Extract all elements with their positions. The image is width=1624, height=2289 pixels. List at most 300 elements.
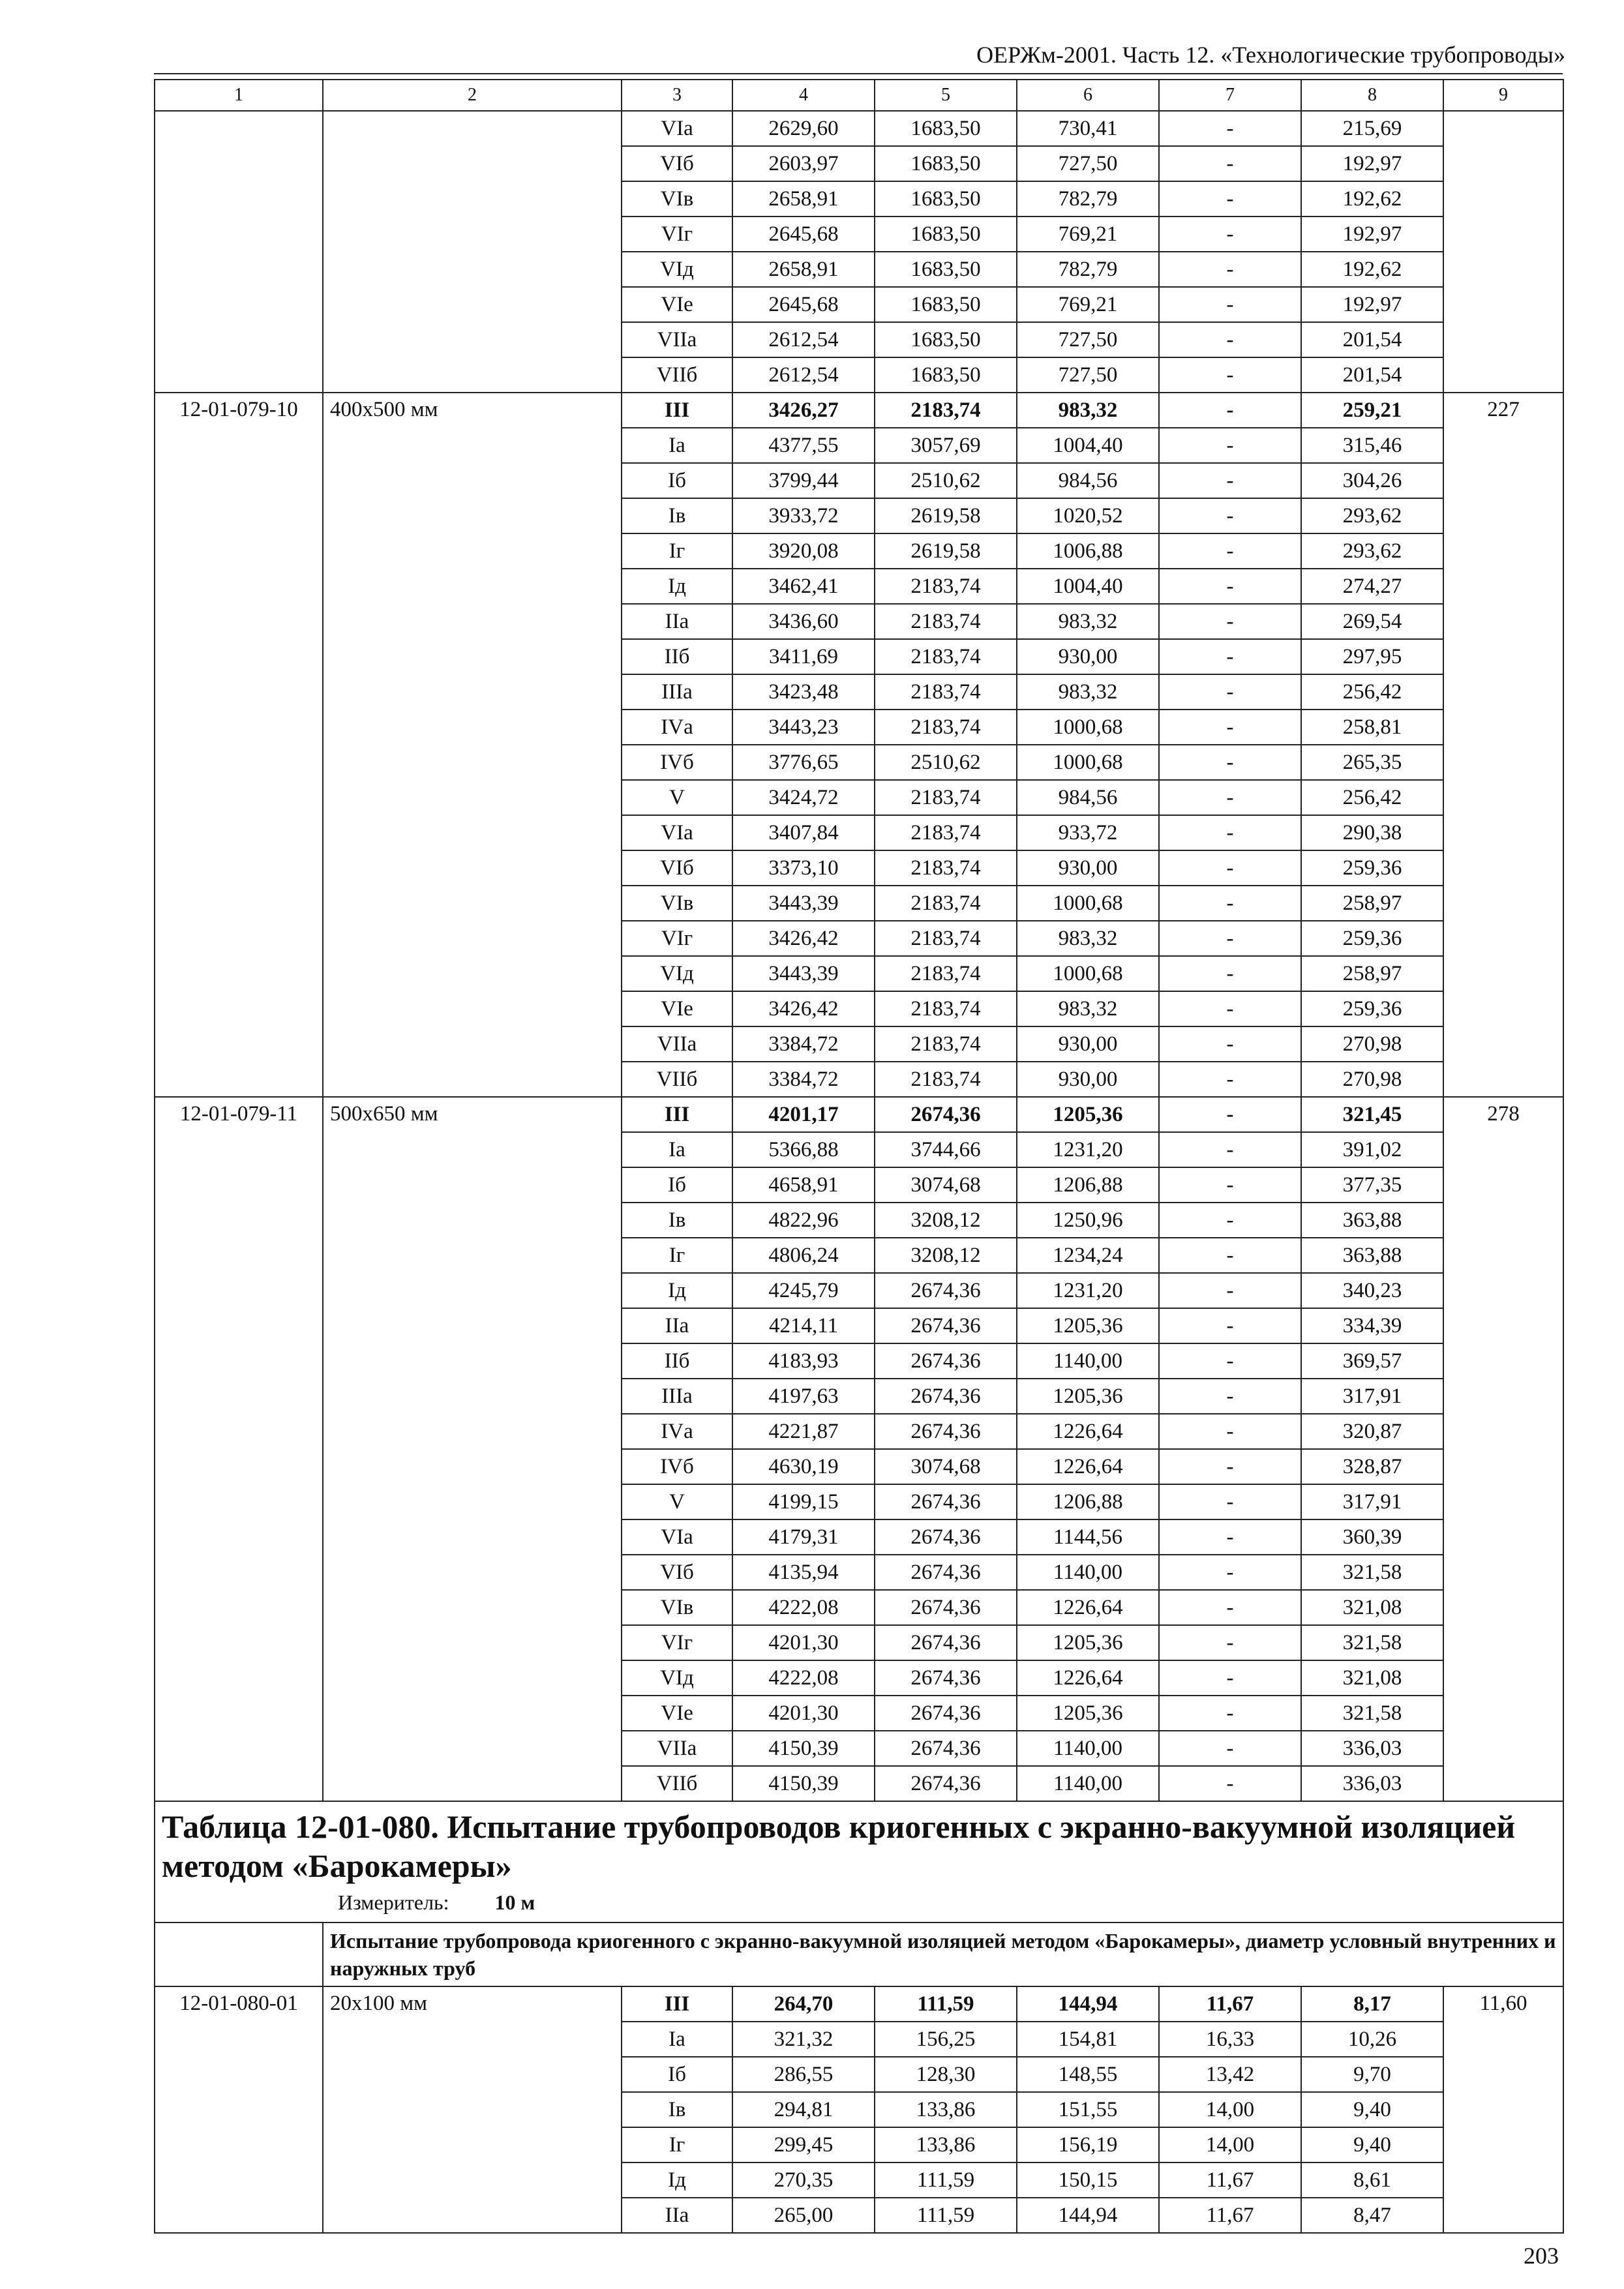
table-cell: 983,32	[1017, 921, 1159, 956]
table-cell: 2629,60	[732, 111, 875, 146]
table-cell: 3443,23	[732, 710, 875, 745]
table-080-title: Таблица 12-01-080. Испытание трубопроводов криогенных с экранно-вакуумной изоляцией методом «Барокамеры»	[162, 1808, 1516, 1884]
table-cell: 2183,74	[875, 1062, 1017, 1097]
table-cell: 1231,20	[1017, 1273, 1159, 1308]
table-cell: -	[1159, 357, 1301, 393]
table-cell: 304,26	[1301, 463, 1443, 498]
table-cell: IIIа	[622, 674, 732, 710]
table-cell: 782,79	[1017, 181, 1159, 217]
table-cell: 2674,36	[875, 1625, 1017, 1660]
column-number: 1	[155, 80, 323, 111]
table-cell: 14,00	[1159, 2127, 1301, 2162]
table-cell: 259,36	[1301, 921, 1443, 956]
header-rule	[154, 73, 1563, 74]
table-cell: 2183,74	[875, 780, 1017, 815]
table-cell: 3384,72	[732, 1062, 875, 1097]
table-cell: 2183,74	[875, 674, 1017, 710]
table-cell: Iв	[622, 498, 732, 533]
rate-code: 12-01-079-11	[155, 1097, 323, 1801]
table-cell: 192,97	[1301, 217, 1443, 252]
table-cell: 321,08	[1301, 1590, 1443, 1625]
table-cell: 258,97	[1301, 956, 1443, 991]
table-cell: 14,00	[1159, 2092, 1301, 2127]
table-cell: VIе	[622, 1696, 732, 1731]
col9-cell	[1443, 111, 1563, 393]
meter-line	[162, 1888, 1556, 1917]
table-cell: 270,98	[1301, 1062, 1443, 1097]
table-cell: 215,69	[1301, 111, 1443, 146]
table-cell: -	[1159, 111, 1301, 146]
table-cell: 2674,36	[875, 1731, 1017, 1766]
table-cell: 727,50	[1017, 322, 1159, 357]
table-cell: 321,08	[1301, 1660, 1443, 1696]
table-cell: -	[1159, 463, 1301, 498]
table-cell: 1000,68	[1017, 710, 1159, 745]
table-cell: 299,45	[732, 2127, 875, 2162]
table-cell: -	[1159, 991, 1301, 1026]
table-cell: 133,86	[875, 2092, 1017, 2127]
table-cell: -	[1159, 498, 1301, 533]
table-cell: -	[1159, 146, 1301, 181]
table-cell: 1000,68	[1017, 956, 1159, 991]
table-cell: 2603,97	[732, 146, 875, 181]
table-cell: 4658,91	[732, 1167, 875, 1203]
table-row	[155, 1097, 1563, 1132]
table-cell: 1231,20	[1017, 1132, 1159, 1167]
table-cell: 2674,36	[875, 1097, 1017, 1132]
table-cell: 2674,36	[875, 1555, 1017, 1590]
table-cell: 3443,39	[732, 886, 875, 921]
column-number: 9	[1443, 80, 1563, 111]
table-cell: 3074,68	[875, 1167, 1017, 1203]
table-cell: 391,02	[1301, 1132, 1443, 1167]
table-cell: 4179,31	[732, 1519, 875, 1555]
table-cell: 334,39	[1301, 1308, 1443, 1343]
table-cell: VIIб	[622, 1766, 732, 1801]
table-cell: 1250,96	[1017, 1203, 1159, 1238]
table-cell: V	[622, 780, 732, 815]
table-cell: 1683,50	[875, 146, 1017, 181]
table-cell: 274,27	[1301, 569, 1443, 604]
table-cell: 144,94	[1017, 2198, 1159, 2233]
table-080-description: Испытание трубопровода криогенного с экранно-вакуумной изоляцией методом «Барокамеры», диаметр условный внутренних и наружных труб	[323, 1922, 1563, 1986]
table-cell: 256,42	[1301, 674, 1443, 710]
table-cell: Iд	[622, 1273, 732, 1308]
table-cell: Iв	[622, 1203, 732, 1238]
table-cell: 4630,19	[732, 1449, 875, 1484]
table-cell: 1683,50	[875, 322, 1017, 357]
table-cell: -	[1159, 1062, 1301, 1097]
table-cell: -	[1159, 428, 1301, 463]
table-cell: 1140,00	[1017, 1555, 1159, 1590]
table-cell: 4214,11	[732, 1308, 875, 1343]
table-cell: 2674,36	[875, 1343, 1017, 1379]
table-cell: 336,03	[1301, 1766, 1443, 1801]
table-cell: 4199,15	[732, 1484, 875, 1519]
table-cell: 259,36	[1301, 991, 1443, 1026]
rate-code: 12-01-080-01	[155, 1986, 323, 2233]
table-cell: VIд	[622, 252, 732, 287]
table-cell: 2658,91	[732, 252, 875, 287]
table-cell: -	[1159, 1203, 1301, 1238]
table-cell: 2183,74	[875, 886, 1017, 921]
table-cell: 3799,44	[732, 463, 875, 498]
table-cell: 1004,40	[1017, 428, 1159, 463]
table-cell: 293,62	[1301, 533, 1443, 569]
table-cell: VIб	[622, 1555, 732, 1590]
empty-cell	[155, 1922, 323, 1986]
table-cell: 369,57	[1301, 1343, 1443, 1379]
table-cell: 3208,12	[875, 1238, 1017, 1273]
table-cell: 2658,91	[732, 181, 875, 217]
table-cell: 148,55	[1017, 2057, 1159, 2092]
table-cell: 984,56	[1017, 463, 1159, 498]
table-cell: 3384,72	[732, 1026, 875, 1062]
table-cell: 1205,36	[1017, 1696, 1159, 1731]
table-cell: 2183,74	[875, 604, 1017, 639]
column-number: 2	[323, 80, 622, 111]
table-cell: 2674,36	[875, 1590, 1017, 1625]
table-cell: 2183,74	[875, 639, 1017, 674]
table-cell: 321,45	[1301, 1097, 1443, 1132]
column-number: 8	[1301, 80, 1443, 111]
table-cell: VIа	[622, 111, 732, 146]
table-cell: Iд	[622, 569, 732, 604]
table-cell: 1206,88	[1017, 1167, 1159, 1203]
table-cell: 2674,36	[875, 1766, 1017, 1801]
table-cell: III	[622, 1986, 732, 2022]
table-cell: 1226,64	[1017, 1660, 1159, 1696]
table-cell: 201,54	[1301, 322, 1443, 357]
table-cell: 192,62	[1301, 181, 1443, 217]
table-cell: 315,46	[1301, 428, 1443, 463]
table-cell: 1000,68	[1017, 886, 1159, 921]
table-cell: 3208,12	[875, 1203, 1017, 1238]
code-cell	[155, 111, 323, 393]
table-cell: 111,59	[875, 2162, 1017, 2198]
table-cell: 3373,10	[732, 850, 875, 886]
table-cell: 1683,50	[875, 252, 1017, 287]
page-number: 203	[1524, 2243, 1559, 2269]
table-cell: 269,54	[1301, 604, 1443, 639]
table-cell: 294,81	[732, 2092, 875, 2127]
pipe-size: 400х500 мм	[323, 393, 622, 1097]
page-header: ОЕРЖм-2001. Часть 12. «Технологические трубопроводы»	[976, 42, 1565, 68]
table-cell: -	[1159, 1484, 1301, 1519]
table-cell: IIа	[622, 2198, 732, 2233]
table-cell: 2183,74	[875, 569, 1017, 604]
table-cell: 8,17	[1301, 1986, 1443, 2022]
table-cell: VIе	[622, 287, 732, 322]
size-cell	[323, 111, 622, 393]
table-cell: -	[1159, 181, 1301, 217]
table-cell: -	[1159, 1590, 1301, 1625]
pipe-size: 500х650 мм	[323, 1097, 622, 1801]
table-cell: 4201,17	[732, 1097, 875, 1132]
table-cell: 3424,72	[732, 780, 875, 815]
table-cell: 1234,24	[1017, 1238, 1159, 1273]
table-cell: Iб	[622, 1167, 732, 1203]
table-cell: 2183,74	[875, 393, 1017, 428]
table-cell: 5366,88	[732, 1132, 875, 1167]
table-cell: 151,55	[1017, 2092, 1159, 2127]
column-number: 5	[875, 80, 1017, 111]
table-cell: 1140,00	[1017, 1731, 1159, 1766]
table-080-title-cell	[155, 1801, 1563, 1922]
table-cell: 150,15	[1017, 2162, 1159, 2198]
table-cell: 4183,93	[732, 1343, 875, 1379]
table-cell: 2612,54	[732, 322, 875, 357]
table-cell: -	[1159, 921, 1301, 956]
table-cell: 259,36	[1301, 850, 1443, 886]
table-cell: -	[1159, 815, 1301, 850]
table-cell: V	[622, 1484, 732, 1519]
table-cell: IIб	[622, 1343, 732, 1379]
table-cell: III	[622, 1097, 732, 1132]
table-cell: VIб	[622, 146, 732, 181]
table-cell: -	[1159, 533, 1301, 569]
table-cell: 320,87	[1301, 1414, 1443, 1449]
table-cell: 321,32	[732, 2022, 875, 2057]
table-cell: 1205,36	[1017, 1625, 1159, 1660]
table-cell: III	[622, 393, 732, 428]
table-cell: 2183,74	[875, 850, 1017, 886]
table-cell: 2674,36	[875, 1308, 1017, 1343]
table-cell: 1140,00	[1017, 1766, 1159, 1801]
table-cell: 3443,39	[732, 956, 875, 991]
table-cell: Iа	[622, 1132, 732, 1167]
table-cell: -	[1159, 1660, 1301, 1696]
table-cell: 258,81	[1301, 710, 1443, 745]
table-cell: 1226,64	[1017, 1449, 1159, 1484]
table-cell: 1683,50	[875, 217, 1017, 252]
table-cell: -	[1159, 322, 1301, 357]
table-cell: 2645,68	[732, 217, 875, 252]
table-cell: 933,72	[1017, 815, 1159, 850]
table-cell: 4150,39	[732, 1731, 875, 1766]
table-cell: 9,40	[1301, 2092, 1443, 2127]
table-cell: 2674,36	[875, 1379, 1017, 1414]
table-cell: 4245,79	[732, 1273, 875, 1308]
table-cell: Iв	[622, 2092, 732, 2127]
table-cell: 2619,58	[875, 533, 1017, 569]
table-cell: IIIа	[622, 1379, 732, 1414]
table-cell: 1205,36	[1017, 1379, 1159, 1414]
table-cell: 1205,36	[1017, 1308, 1159, 1343]
table-cell: -	[1159, 1766, 1301, 1801]
table-cell: 111,59	[875, 1986, 1017, 2022]
table-cell: 11,67	[1159, 2198, 1301, 2233]
table-cell: -	[1159, 956, 1301, 991]
table-cell: 930,00	[1017, 1026, 1159, 1062]
table-cell: 265,00	[732, 2198, 875, 2233]
table-cell: -	[1159, 1238, 1301, 1273]
table-cell: 377,35	[1301, 1167, 1443, 1203]
table-cell: 192,97	[1301, 287, 1443, 322]
table-cell: 983,32	[1017, 991, 1159, 1026]
table-cell: 8,47	[1301, 2198, 1443, 2233]
table-cell: 2183,74	[875, 991, 1017, 1026]
table-cell: VIIа	[622, 1026, 732, 1062]
table-cell: 983,32	[1017, 393, 1159, 428]
table-cell: -	[1159, 850, 1301, 886]
table-cell: 4197,63	[732, 1379, 875, 1414]
table-cell: 156,25	[875, 2022, 1017, 2057]
table-cell: -	[1159, 1026, 1301, 1062]
table-cell: VIе	[622, 991, 732, 1026]
table-cell: 11,67	[1159, 2162, 1301, 2198]
table-cell: 321,58	[1301, 1696, 1443, 1731]
table-cell: VIIа	[622, 322, 732, 357]
table-cell: 1205,36	[1017, 1097, 1159, 1132]
table-cell: 1226,64	[1017, 1590, 1159, 1625]
rate-code: 12-01-079-10	[155, 393, 323, 1097]
table-row	[155, 1986, 1563, 2022]
table-cell: 1683,50	[875, 287, 1017, 322]
table-cell: 1683,50	[875, 111, 1017, 146]
table-cell: -	[1159, 1731, 1301, 1766]
column-number-row	[155, 80, 1563, 111]
table-cell: 3744,66	[875, 1132, 1017, 1167]
table-cell: 2674,36	[875, 1273, 1017, 1308]
table-cell: 192,97	[1301, 146, 1443, 181]
table-cell: 2645,68	[732, 287, 875, 322]
rates-table	[154, 79, 1564, 2234]
table-cell: 144,94	[1017, 1986, 1159, 2022]
table-cell: 4135,94	[732, 1555, 875, 1590]
table-cell: -	[1159, 287, 1301, 322]
table-080-title-row	[155, 1801, 1563, 1922]
col9-value: 11,60	[1443, 1986, 1563, 2233]
table-cell: -	[1159, 252, 1301, 287]
table-cell: 4222,08	[732, 1590, 875, 1625]
table-cell: Iг	[622, 1238, 732, 1273]
table-cell: -	[1159, 1555, 1301, 1590]
table-cell: -	[1159, 1132, 1301, 1167]
table-cell: VIIа	[622, 1731, 732, 1766]
table-cell: 3462,41	[732, 569, 875, 604]
table-cell: -	[1159, 1308, 1301, 1343]
table-cell: 3074,68	[875, 1449, 1017, 1484]
column-number: 6	[1017, 80, 1159, 111]
table-cell: 9,40	[1301, 2127, 1443, 2162]
table-row	[155, 393, 1563, 428]
table-cell: 321,58	[1301, 1625, 1443, 1660]
table-cell: Iг	[622, 2127, 732, 2162]
table-cell: 1683,50	[875, 181, 1017, 217]
column-number: 7	[1159, 80, 1301, 111]
table-cell: VIб	[622, 850, 732, 886]
table-cell: 3057,69	[875, 428, 1017, 463]
table-cell: 3411,69	[732, 639, 875, 674]
table-cell: 3423,48	[732, 674, 875, 710]
table-cell: 2510,62	[875, 745, 1017, 780]
table-cell: 2183,74	[875, 1026, 1017, 1062]
table-cell: 984,56	[1017, 780, 1159, 815]
table-cell: -	[1159, 674, 1301, 710]
table-cell: 128,30	[875, 2057, 1017, 2092]
table-cell: 4222,08	[732, 1660, 875, 1696]
table-cell: 9,70	[1301, 2057, 1443, 2092]
table-cell: 983,32	[1017, 674, 1159, 710]
table-cell: 1006,88	[1017, 533, 1159, 569]
table-cell: 4806,24	[732, 1238, 875, 1273]
table-cell: 3426,27	[732, 393, 875, 428]
table-cell: 156,19	[1017, 2127, 1159, 2162]
table-cell: 256,42	[1301, 780, 1443, 815]
table-cell: -	[1159, 710, 1301, 745]
table-cell: VIг	[622, 217, 732, 252]
table-cell: 328,87	[1301, 1449, 1443, 1484]
table-cell: 3920,08	[732, 533, 875, 569]
table-cell: -	[1159, 1449, 1301, 1484]
table-row	[155, 111, 1563, 146]
table-cell: 297,95	[1301, 639, 1443, 674]
table-cell: 2183,74	[875, 956, 1017, 991]
column-number: 4	[732, 80, 875, 111]
table-cell: VIIб	[622, 357, 732, 393]
table-cell: 3776,65	[732, 745, 875, 780]
table-cell: IIб	[622, 639, 732, 674]
table-cell: 983,32	[1017, 604, 1159, 639]
table-cell: 2674,36	[875, 1414, 1017, 1449]
table-cell: VIд	[622, 956, 732, 991]
table-cell: VIв	[622, 181, 732, 217]
table-cell: 4822,96	[732, 1203, 875, 1238]
table-cell: 2674,36	[875, 1519, 1017, 1555]
table-cell: 363,88	[1301, 1203, 1443, 1238]
meter-value: 10 м	[494, 1891, 535, 1914]
table-cell: 336,03	[1301, 1731, 1443, 1766]
table-cell: 3933,72	[732, 498, 875, 533]
table-cell: Iд	[622, 2162, 732, 2198]
table-cell: 2612,54	[732, 357, 875, 393]
table-cell: 727,50	[1017, 357, 1159, 393]
table-cell: 317,91	[1301, 1379, 1443, 1414]
table-cell: 1144,56	[1017, 1519, 1159, 1555]
table-cell: -	[1159, 1097, 1301, 1132]
table-cell: Iб	[622, 2057, 732, 2092]
table-cell: -	[1159, 780, 1301, 815]
table-cell: 3436,60	[732, 604, 875, 639]
table-cell: Iа	[622, 2022, 732, 2057]
table-cell: 2183,74	[875, 815, 1017, 850]
table-cell: 769,21	[1017, 217, 1159, 252]
table-cell: IVб	[622, 745, 732, 780]
col9-value: 278	[1443, 1097, 1563, 1801]
table-cell: Iг	[622, 533, 732, 569]
table-cell: 1140,00	[1017, 1343, 1159, 1379]
table-cell: 8,61	[1301, 2162, 1443, 2198]
table-cell: 2674,36	[875, 1660, 1017, 1696]
table-cell: 782,79	[1017, 252, 1159, 287]
table-cell: 4201,30	[732, 1696, 875, 1731]
table-cell: -	[1159, 1414, 1301, 1449]
table-cell: 290,38	[1301, 815, 1443, 850]
table-cell: VIг	[622, 921, 732, 956]
table-cell: Iб	[622, 463, 732, 498]
rates-table-body	[155, 80, 1563, 2233]
col9-value: 227	[1443, 393, 1563, 1097]
table-cell: 154,81	[1017, 2022, 1159, 2057]
table-cell: 2183,74	[875, 921, 1017, 956]
table-cell: 2619,58	[875, 498, 1017, 533]
table-cell: VIв	[622, 1590, 732, 1625]
table-cell: 3426,42	[732, 921, 875, 956]
table-cell: 730,41	[1017, 111, 1159, 146]
table-cell: 201,54	[1301, 357, 1443, 393]
table-cell: 2510,62	[875, 463, 1017, 498]
